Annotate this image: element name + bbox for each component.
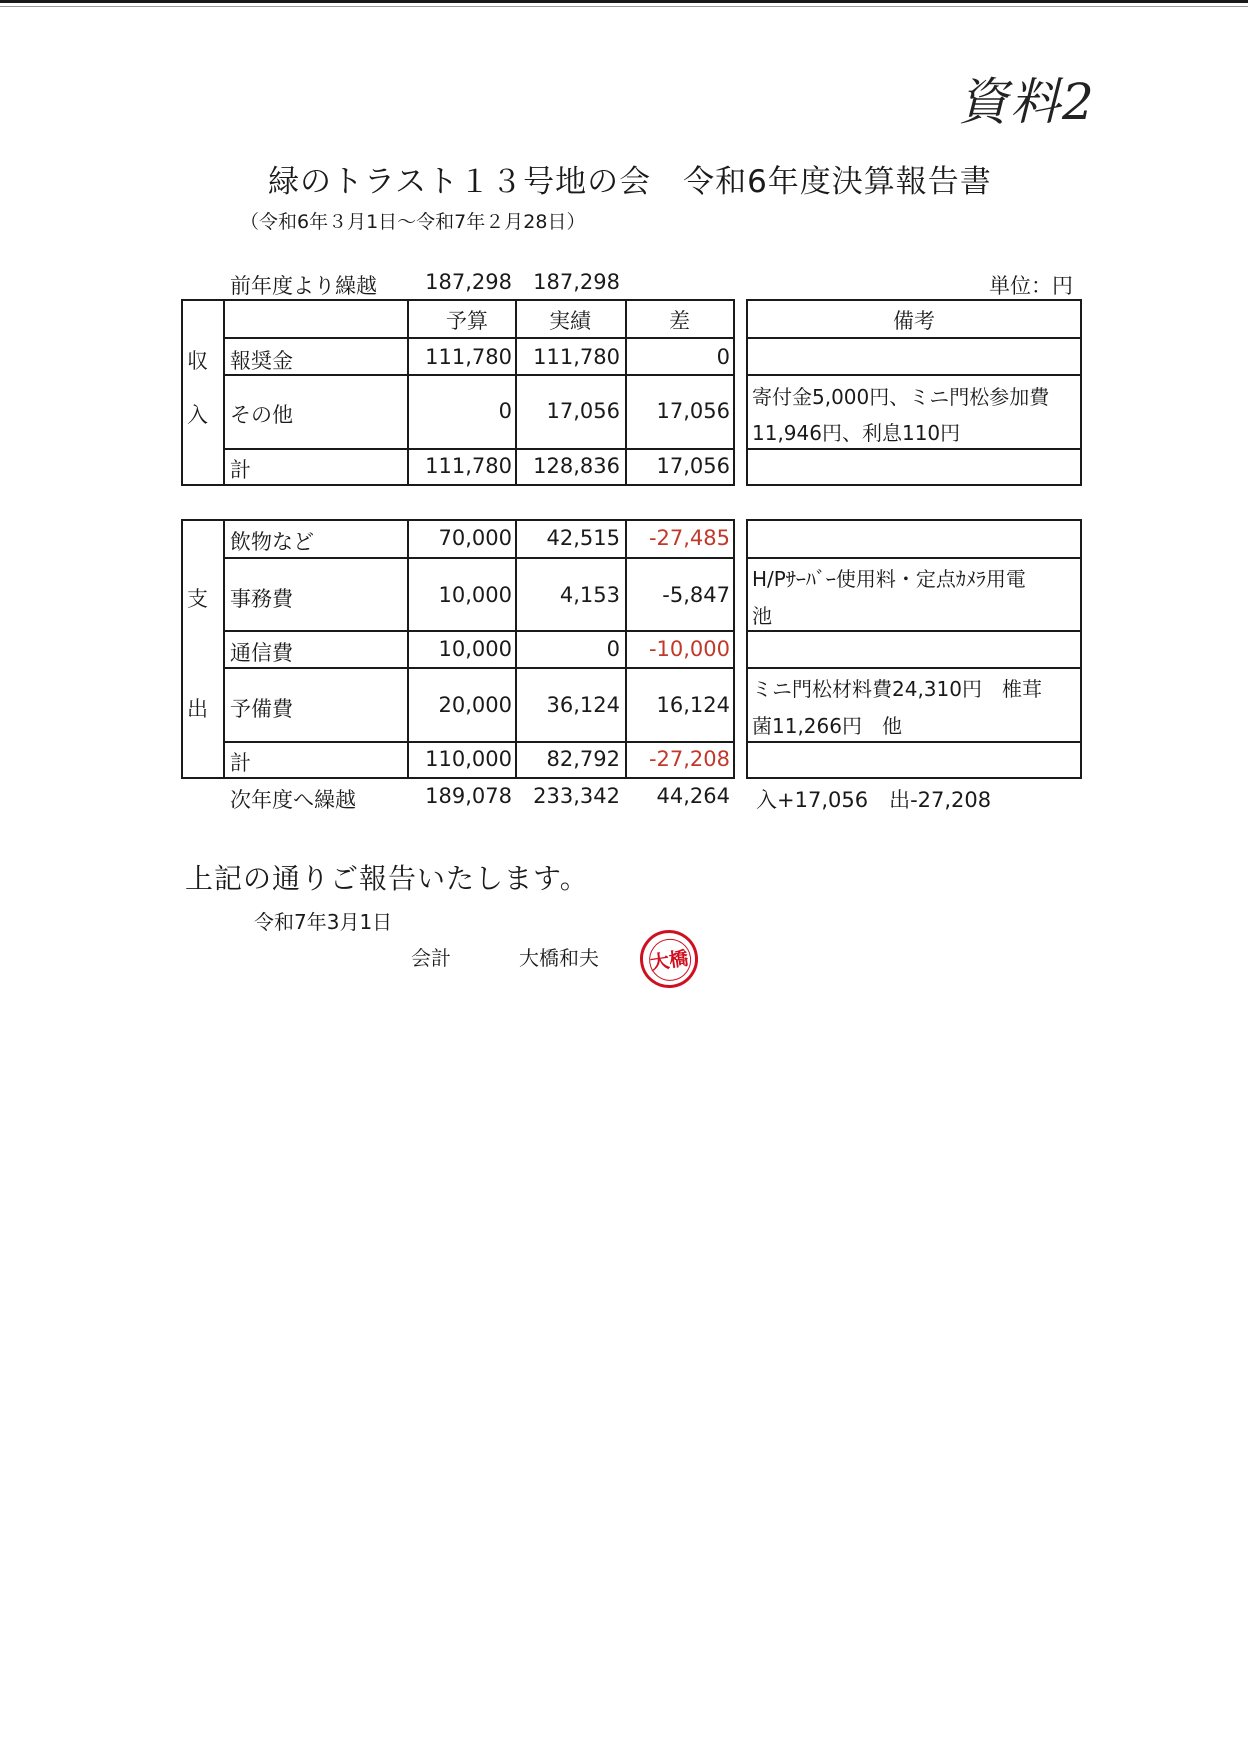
expense-note-line: H/Pｻｰﾊﾞｰ使用料・定点ｶﾒﾗ用電 <box>752 567 1026 591</box>
seal-inner-ring <box>646 936 693 983</box>
expense-row-label: 事務費 <box>230 587 293 611</box>
expense-group-char: 支 <box>187 587 208 611</box>
seal-stamp <box>636 926 702 992</box>
expense-divider <box>223 557 734 559</box>
notes-divider <box>746 557 1081 559</box>
next-carryover-label: 次年度へ繰越 <box>230 788 356 812</box>
expense-note-line: ミニ門松材料費24,310円 椎茸 <box>752 677 1042 701</box>
expense-divider <box>223 630 734 632</box>
next-carryover-summary: 入+17,056 出-27,208 <box>756 788 992 812</box>
notes-divider <box>746 337 1081 339</box>
expense-row-label: 飲物など <box>230 530 314 554</box>
report-date: 令和7年3月1日 <box>254 910 393 934</box>
handwritten-note: 資料2 <box>958 73 1096 131</box>
header-actual: 実績 <box>549 309 591 333</box>
expense-row-diff: -27,485 <box>648 526 730 550</box>
income-divider <box>223 299 225 486</box>
notes-divider <box>746 374 1081 376</box>
income-divider <box>407 299 409 486</box>
header-notes: 備考 <box>893 309 935 333</box>
header-budget: 予算 <box>446 309 488 333</box>
expense-row-diff: -5,847 <box>662 583 730 607</box>
next-carryover-diff: 44,264 <box>656 784 730 808</box>
expense-row-budget: 10,000 <box>438 583 512 607</box>
notes-divider <box>746 741 1081 743</box>
expense-note-line: 菌11,266円 他 <box>752 714 902 738</box>
expense-divider <box>223 741 734 743</box>
carryover-budget: 187,298 <box>425 270 512 294</box>
document-title: 緑のトラスト１３号地の会 令和6年度決算報告書 <box>268 164 992 200</box>
expense-row-budget: 70,000 <box>438 526 512 550</box>
expense-row-label: 通信費 <box>230 641 293 665</box>
carryover-actual: 187,298 <box>533 270 620 294</box>
expense-divider <box>223 667 734 669</box>
income-divider <box>625 299 627 486</box>
expense-row-actual: 0 <box>606 637 620 661</box>
income-row-budget: 0 <box>498 399 512 423</box>
expense-row-label: 計 <box>230 751 251 775</box>
closing-statement: 上記の通りご報告いたします。 <box>185 862 589 895</box>
expense-note-line: 池 <box>752 604 772 628</box>
expense-row-actual: 36,124 <box>546 693 620 717</box>
income-note-line: 11,946円、利息110円 <box>752 421 961 445</box>
expense-row-budget: 20,000 <box>438 693 512 717</box>
expense-row-actual: 4,153 <box>559 583 620 607</box>
income-row-actual: 111,780 <box>533 345 620 369</box>
next-carryover-budget: 189,078 <box>425 784 512 808</box>
expense-row-budget: 10,000 <box>438 637 512 661</box>
income-row-budget: 111,780 <box>425 345 512 369</box>
income-row-diff: 17,056 <box>656 454 730 478</box>
unit-label: 単位：円 <box>989 274 1073 298</box>
income-row-label: その他 <box>230 403 293 427</box>
expense-row-actual: 82,792 <box>546 747 620 771</box>
income-divider <box>515 299 517 486</box>
notes-divider <box>746 667 1081 669</box>
income-group-char: 収 <box>187 349 208 373</box>
notes-divider <box>746 630 1081 632</box>
next-carryover-actual: 233,342 <box>533 784 620 808</box>
fiscal-period: （令和6年３月1日～令和7年２月28日） <box>240 211 586 233</box>
income-row-budget: 111,780 <box>425 454 512 478</box>
carryover-label: 前年度より繰越 <box>230 274 377 298</box>
expense-row-diff: -27,208 <box>648 747 730 771</box>
scan-top-edge-line <box>0 6 1248 7</box>
income-note-line: 寄付金5,000円、ミニ門松参加費 <box>752 385 1050 409</box>
income-row-diff: 0 <box>716 345 730 369</box>
income-divider <box>223 374 734 376</box>
scan-top-edge <box>0 0 1248 3</box>
expense-row-budget: 110,000 <box>425 747 512 771</box>
expense-group-char: 出 <box>187 697 208 721</box>
income-row-diff: 17,056 <box>656 399 730 423</box>
income-row-label: 報奨金 <box>230 349 293 373</box>
income-row-actual: 17,056 <box>546 399 620 423</box>
notes-divider <box>746 448 1081 450</box>
expense-row-diff: 16,124 <box>656 693 730 717</box>
seal-text: 大橋 <box>648 946 690 975</box>
income-group-char: 入 <box>187 403 208 427</box>
expense-row-actual: 42,515 <box>546 526 620 550</box>
expense-row-diff: -10,000 <box>648 637 730 661</box>
signer-name: 大橋和夫 <box>519 946 599 970</box>
signer-role: 会計 <box>411 946 451 970</box>
expense-row-label: 予備費 <box>230 697 293 721</box>
income-divider <box>223 337 734 339</box>
income-row-actual: 128,836 <box>533 454 620 478</box>
income-row-label: 計 <box>230 458 251 482</box>
income-divider <box>223 448 734 450</box>
header-diff: 差 <box>669 309 690 333</box>
